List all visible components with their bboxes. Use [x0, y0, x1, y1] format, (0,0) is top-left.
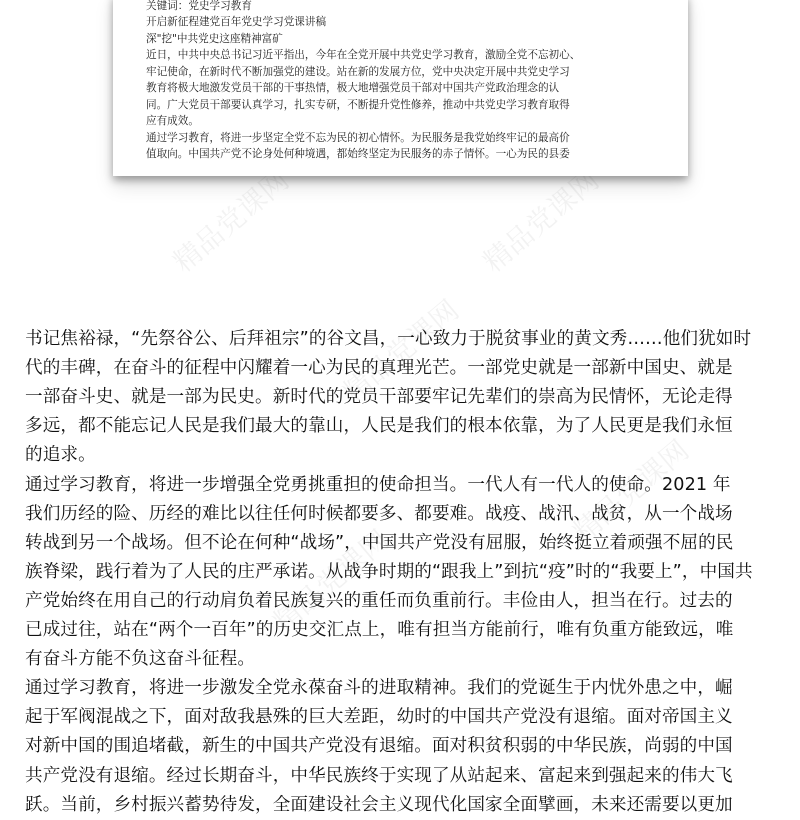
body-line: 转战到另一个战场。但不论在何种“战场”，中国共产党没有屈服，始终挺立着顽强不屈的民 [25, 532, 734, 553]
body-line: 有奋斗方能不负这奋斗征程。 [25, 649, 256, 670]
watermark: 精品党课网 [476, 163, 606, 279]
body-line: 多远，都不能忘记人民是我们最大的靠山，人民是我们的根本依靠，为了人民更是我们永恒 [25, 416, 733, 437]
watermark: 精品党课网 [336, 293, 466, 409]
body-line: 共产党没有退缩。经过长期奋斗，中华民族终于实现了从站起来、富起来到强起来的伟大飞 [25, 765, 733, 786]
body-line: 一部奋斗史、就是一部为民史。新时代的党员干部要牢记先辈们的崇高为民情怀，无论走得 [25, 387, 733, 408]
card-line: 近日，中共中央总书记习近平指出，今年在全党开展中共党史学习教育，激励全党不忘初心、 [146, 49, 581, 61]
body-line: 跃。当前，乡村振兴蓄势待发，全面建设社会主义现代化国家全面擘画，未来还需要以更加 [25, 794, 733, 815]
watermark: 精品党课网 [166, 163, 296, 279]
card-line: 同。广大党员干部要认真学习，扎实专研，不断提升党性修养，推动中共党史学习教育取得 [146, 99, 570, 111]
card-line: 通过学习教育，将进一步坚定全党不忘为民的初心情怀。为民服务是我党始终牢记的最高价 [146, 132, 570, 144]
card-line: 应有成效。 [146, 115, 199, 127]
body-line: 代的丰碑，在奋斗的征程中闪耀着一心为民的真理光芒。一部党史就是一部新中国史、就是 [25, 358, 733, 379]
watermark: 精品党课网 [566, 433, 696, 549]
card-line: 关键词：党史学习教育 [146, 0, 252, 12]
body-line: 产党始终在用自己的行动肩负着民族复兴的重任而负重前行。丰俭由人，担当在行。过去的 [25, 590, 733, 611]
card-line: 教育将极大地激发党员干部的干事热情，极大地增强党员干部对中国共产党政治理念的认 [146, 82, 560, 94]
card-line: 开启新征程建党百年党史学习党课讲稿 [146, 16, 327, 28]
card-line: 牢记使命，在新时代不断加强党的建设。站在新的发展方位，党中央决定开展中共党史学习 [146, 66, 570, 78]
body-line: 通过学习教育，将进一步激发全党永葆奋斗的进取精神。我们的党诞生于内忧外患之中，崛 [25, 678, 733, 699]
card-line: 深"挖"中共党史这座精神富矿 [146, 33, 283, 45]
body-line: 对新中国的围追堵截，新生的中国共产党没有退缩。面对积贫积弱的中华民族，尚弱的中国 [25, 736, 733, 757]
body-line: 我们历经的险、历经的难比以往任何时候都要多、都要难。战疫、战汛、战贫，从一个战场 [25, 503, 733, 524]
body-line: 通过学习教育，将进一步增强全党勇挑重担的使命担当。一代人有一代人的使命。2021 年 [25, 474, 731, 495]
body-line: 起于军阀混战之下，面对敌我悬殊的巨大差距，幼时的中国共产党没有退缩。面对帝国主义 [25, 707, 733, 728]
body-line: 已成过往，站在“两个一百年”的历史交汇点上，唯有担当方能前行，唯有负重方能致远，唯 [25, 620, 734, 640]
card-line: 值取向。中国共产党不论身处何种境遇，都始终坚定为民服务的赤子情怀。一心为民的县委 [146, 148, 570, 160]
body-line: 族脊梁，践行着为了人民的庄严承诺。从战争时期的“跟我上”到抗“疫”时的“我要上”，中国共 [25, 561, 753, 582]
body-line: 的追求。 [25, 445, 96, 466]
body-line: 书记焦裕禄，“先祭谷公、后拜祖宗”的谷文昌，一心致力于脱贫事业的黄文秀……他们犹如时 [25, 329, 752, 349]
watermark: 精品党课网 [266, 523, 396, 639]
document-preview-card [113, 0, 688, 176]
